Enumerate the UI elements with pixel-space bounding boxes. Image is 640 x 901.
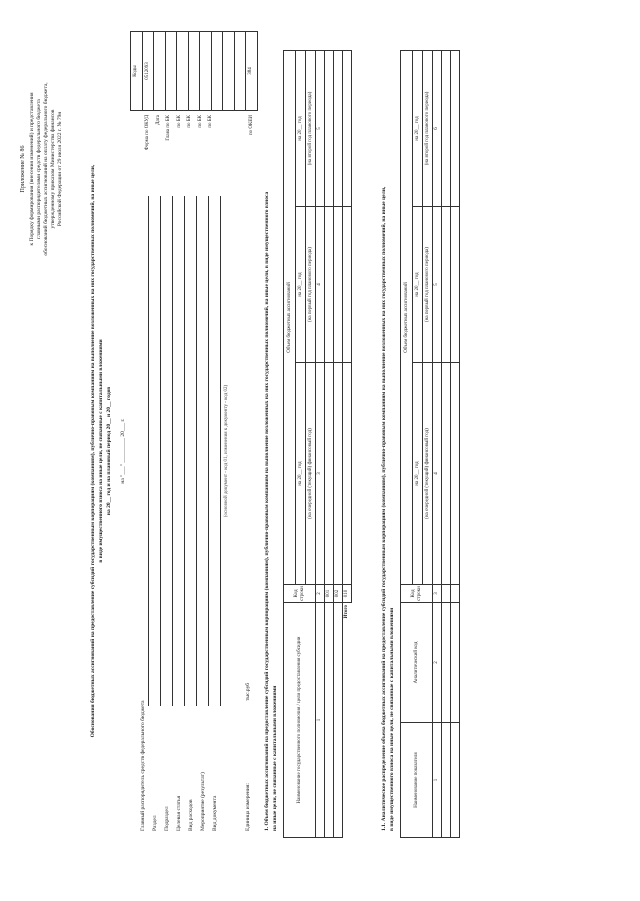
field-label: Главный распорядитель средств федерального бюджета	[140, 700, 146, 831]
s11-col-name: Наименование показателя	[401, 723, 433, 838]
document-title: Обоснования бюджетных ассигнований на предоставление субсидий государственным корпорациям (компаниям), публично-правовым компаниям на выполнение возложенных на них государственных полномочий, на иные цели,	[90, 164, 96, 738]
section1-title-line2: на иные цели, не связанные с капитальными вложениями	[272, 685, 278, 831]
field-label: Вид документа	[212, 795, 218, 831]
s1-sub-current: (на очередной (текущий) финансовый год)	[306, 363, 316, 585]
document-title-line2: в виде имущественного взноса на иные цели, не связанные с капитальными вложениями	[98, 339, 104, 563]
s1-num: 2	[316, 585, 325, 603]
appendix-title: Приложение № 86	[20, 145, 26, 193]
document-date: на "___" _________ 20___ г.	[120, 418, 126, 484]
s11-num: 5	[433, 207, 442, 363]
codes-label: Глава по БК	[166, 115, 171, 141]
field-underline	[184, 196, 185, 706]
field-underline	[208, 196, 209, 706]
s11-num: 2	[433, 603, 442, 723]
s1-sub-second: (на второй год планового периода)	[306, 50, 316, 206]
document-type-hint: (основной документ - код 01, изменения к документу - код 02)	[224, 384, 229, 518]
codes-label: по БК	[208, 115, 213, 128]
s1-total-label: Итого	[343, 603, 352, 838]
s1-year-first: на 20__ год	[296, 207, 306, 363]
section11-title-line2: в виде имущественного взноса на иные цели, не связанные с капитальными вложениями	[389, 607, 395, 831]
bk-code	[188, 32, 200, 111]
bk-code	[200, 32, 212, 111]
s1-cell	[325, 50, 334, 206]
codes-label: Форма по ОКУД	[145, 115, 150, 151]
field-label: Мероприятие (результат)	[200, 772, 206, 831]
field-underline	[148, 196, 149, 706]
s11-cell	[442, 363, 451, 585]
s1-total-cell	[343, 207, 352, 363]
appendix-line: Российской Федерации от 29 июля 2022 г. № 79н	[57, 111, 63, 227]
field-label: Вид расходов	[188, 799, 194, 831]
s11-num: 3	[433, 585, 442, 603]
appendix-line: главными распорядителями средств федерального бюджета	[36, 99, 42, 239]
s1-year-current: на 20__ год	[296, 363, 306, 585]
field-label: Подраздел	[164, 806, 170, 831]
s1-col-code: Код строки	[284, 585, 316, 603]
s1-row-code: 002	[334, 585, 343, 603]
section1-title: 1. Объем бюджетных ассигнований на предоставление субсидий государственным корпорациям (компаниям), публично-правовым компаниям на выполнение возложенных на них государственных полномочий, на иные цели, в виде имущественного взноса	[264, 191, 270, 831]
s11-num: 4	[433, 363, 442, 585]
document-period: на 20__ год и на плановый период 20__ и 20__ годов	[106, 386, 112, 516]
s11-cell	[451, 207, 460, 363]
extra-code	[223, 32, 235, 111]
s1-col-name: Наименование государственного полномочия / цели предоставления субсидии	[284, 603, 316, 838]
unit-label: Единица измерения:	[245, 783, 251, 831]
s11-year-first: на 20__ год	[413, 207, 423, 363]
s1-num: 3	[316, 363, 325, 585]
okei-code: 384	[246, 32, 258, 111]
bk-code	[177, 32, 189, 111]
s1-num: 4	[316, 207, 325, 363]
codes-label: по БК	[177, 115, 182, 128]
s11-cell	[442, 603, 451, 723]
s11-cell	[442, 585, 451, 603]
okud-code: 0512093	[142, 32, 154, 111]
s1-cell	[334, 363, 343, 585]
extra-code	[234, 32, 246, 111]
field-underline	[160, 196, 161, 706]
s1-cell	[334, 207, 343, 363]
field-underline	[196, 196, 197, 706]
s1-cell	[334, 50, 343, 206]
s11-col-volume: Объем бюджетных ассигнований	[401, 50, 413, 584]
s11-cell	[451, 585, 460, 603]
section1-table	[283, 50, 352, 838]
s1-sub-first: (на первый год планового периода)	[306, 207, 316, 363]
s1-total-cell	[343, 50, 352, 206]
s11-cell	[442, 207, 451, 363]
s11-col-analytic: Аналитический код	[401, 603, 433, 723]
s1-row-code: 001	[325, 585, 334, 603]
s1-cell	[325, 207, 334, 363]
s1-num: 5	[316, 50, 325, 206]
s11-cell	[451, 50, 460, 206]
s11-num: 1	[433, 723, 442, 838]
s11-sub-first: (на первый год планового периода)	[423, 207, 433, 363]
s11-year-current: на 20__ год	[413, 363, 423, 585]
s11-year-second: на 20__ год	[413, 50, 423, 206]
date-code	[154, 32, 166, 111]
section11-table	[400, 50, 460, 838]
appendix-line: к Порядку формирования (внесения изменений) и представления	[29, 92, 35, 246]
s11-num: 6	[433, 50, 442, 206]
s11-cell	[451, 363, 460, 585]
s11-col-code: Код строки	[401, 585, 433, 603]
codes-table	[130, 31, 258, 111]
codes-header: Коды	[131, 32, 143, 111]
codes-label: по БК	[198, 115, 203, 128]
s1-row-name	[334, 603, 343, 838]
s11-sub-second: (на второй год планового периода)	[423, 50, 433, 206]
s1-total-code: 010	[343, 585, 352, 603]
s1-col-volume: Объем бюджетных ассигнований	[284, 50, 296, 584]
codes-label: по ОКЕИ	[249, 115, 254, 136]
s11-cell	[451, 723, 460, 838]
s11-cell	[451, 603, 460, 723]
s11-cell	[442, 723, 451, 838]
field-label: Целевая статья	[176, 795, 182, 831]
s1-year-second: на 20__ год	[296, 50, 306, 206]
s11-sub-current: (на очередной (текущий) финансовый год)	[423, 363, 433, 585]
appendix-line: обоснований бюджетных ассигнований на оплату федерального бюджета,	[43, 82, 49, 256]
codes-label: по БК	[187, 115, 192, 128]
s11-cell	[442, 50, 451, 206]
s1-total-cell	[343, 363, 352, 585]
s1-row-name	[325, 603, 334, 838]
field-underline	[220, 196, 221, 706]
codes-label: Дата	[156, 115, 161, 125]
field-underline	[172, 196, 173, 706]
bk-code	[211, 32, 223, 111]
s1-num: 1	[316, 603, 325, 838]
appendix-line: утвержденному приказом Министерства финансов	[50, 109, 56, 229]
chapter-code	[165, 32, 177, 111]
s1-cell	[325, 363, 334, 585]
section11-title: 1.1. Аналитическое распределение объема бюджетных ассигнований на предоставление субсидий государственным корпорациям (компаниям), публично-правовым компаниям на выполнение возложенных на них государственных полномочий, на иные цели,	[381, 186, 387, 831]
unit-value: тыс.руб	[245, 682, 251, 701]
field-label: Раздел	[152, 815, 158, 831]
